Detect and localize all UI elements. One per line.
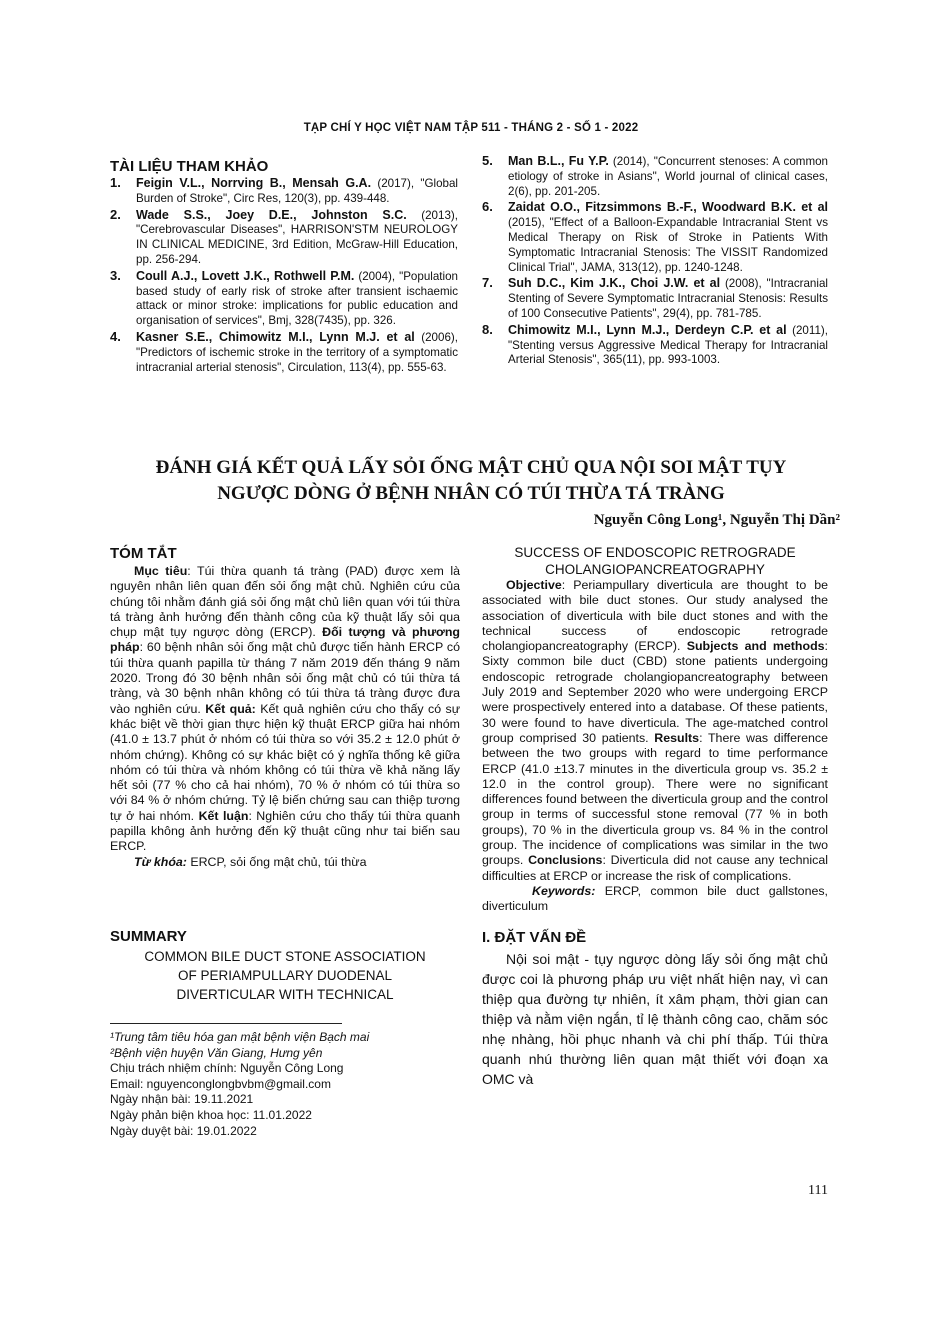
references-left-column (110, 158, 458, 376)
reference-number: 3. (110, 267, 121, 283)
conclusion-text: : Diverticula did not cause any technical difficulties at ERCP or increase the risk of complications. (482, 853, 828, 883)
tomtat-heading: TÓM TẮT (110, 545, 177, 562)
summary-body (482, 578, 828, 884)
reference-authors: Man B.L., Fu Y.P. (508, 154, 609, 168)
date-reviewed: Ngày phản biện khoa học: 11.01.2022 (110, 1107, 312, 1122)
conclusion-text: : Nghiên cứu cho thấy túi thừa quanh papilla không ảnh hưởng đến kỹ thuật cũng như tai biến sau ERCP. (110, 808, 460, 854)
reference-text: (2006), "Predictors of ischemic stroke in the territory of a symptomatic intracranial arterial stenosis", Circulation, 113(4), pp. 555-63. (136, 330, 458, 374)
reference-number: 5. (482, 153, 493, 168)
reference-authors: Coull A.J., Lovett J.K., Rothwell P.M. (136, 268, 355, 283)
reference-item (482, 200, 828, 275)
footnotes (110, 1030, 460, 1139)
reference-text: (2014), "Concurrent stenoses: A common etiology of stroke in Asians", World journal of clinical cases, 2(6), pp. 201-205. (508, 155, 829, 198)
results-label: Results (654, 730, 700, 745)
summary-heading: SUMMARY (110, 928, 187, 945)
intro-paragraph: Nội soi mật - tụy ngược dòng lấy sỏi ống mật chủ được coi là phương pháp ưu việt nhất hiện nay, vì can thiệp qua đường tự nhiên, ít xâm phạm, thời gian can thiệp và nằm viện ngắn, tỉ lệ thành công cao, chăm sóc nhẹ nhàng, hồi phục nhanh và chi phí thấp. Túi thừa quanh nhú thường liên quan mật thiết với đoạn xa OMC và (482, 950, 828, 1087)
reference-item (482, 323, 828, 368)
reference-text: (2004), "Population based study of early risk of stroke after transient ischaemic attack or minor stroke: implications for public education and organisation of services", Bmj, 328(7435), pp. 326. (136, 269, 458, 328)
objective-text: : Periampullary diverticula are thought to be associated with bile duct stones. Our study analysed the association of diverticula with bile duct stones and with the technical success of endoscopic retrograde cholangiopancreatography (ERCP). (482, 578, 828, 654)
article-title-line: ĐÁNH GIÁ KẾT QUẢ LẤY SỎI ỐNG MẬT CHỦ QUA NỘI SOI MẬT TỤY (155, 457, 787, 478)
keywords-label: Keywords: (532, 883, 596, 898)
page-number: 111 (808, 1183, 828, 1198)
affiliation-2: ²Bệnh viện huyện Văn Giang, Hưng yên (110, 1045, 323, 1060)
reference-authors: Chimowitz M.I., Lynn M.J., Derdeyn C.P. et al (508, 322, 787, 337)
objective-label: Mục tiêu (134, 564, 188, 578)
reference-number: 4. (110, 328, 121, 344)
reference-number: 6. (482, 199, 493, 215)
reference-text: (2017), "Global Burden of Stroke", Circ Res, 120(3), pp. 439-448. (136, 177, 458, 205)
tomtat-keywords (110, 855, 460, 870)
date-accepted: Ngày duyệt bài: 19.01.2022 (110, 1123, 257, 1138)
reference-text: (2015), "Effect of a Balloon-Expandable Intracranial Stent vs Medical Therapy on Risk of Stroke in Patients With Symptomatic Intracranial Stenosis: The VISSIT Randomized Clinical Trial", JAMA, 313(12), pp. 1240-1248. (508, 216, 828, 274)
summary-title-line: DIVERTICULAR WITH TECHNICAL (176, 987, 394, 1002)
objective-text: : Túi thừa quanh tá tràng (PAD) được xem là nguyên nhân liên quan đến sỏi ống mật chủ. Nghiên cứu của chúng tôi nhằm đánh giá sỏi ống mật chủ liên quan với túi thừa tá tràng ảnh hưởng đến thành công của kỹ thuật lấy sỏi qua chụp mật tụy ngược dòng (ERCP). (110, 564, 460, 640)
reference-text: (2011), "Stenting versus Aggressive Medical Therapy for Intracranial Arterial Stenosis", 365(11), pp. 993-1003. (508, 323, 828, 367)
corresponding-author: Chịu trách nhiệm chính: Nguyễn Công Long (110, 1061, 344, 1076)
methods-label: Đối tượng và phương pháp (110, 625, 461, 655)
keywords-text: ERCP, common bile duct gallstones, diverticulum (482, 883, 828, 914)
keywords-text: ERCP, sỏi ống mật chủ, túi thừa (186, 854, 367, 869)
summary-title-line: SUCCESS OF ENDOSCOPIC RETROGRADE (514, 545, 796, 560)
reference-item (110, 269, 458, 329)
reference-authors: Kasner S.E., Chimowitz M.I., Lynn M.J. et al (136, 329, 415, 344)
references-heading: TÀI LIỆU THAM KHẢO (110, 158, 269, 175)
reference-list (110, 176, 458, 375)
results-label: Kết quả: (205, 701, 256, 716)
summary-keywords (482, 884, 828, 915)
tomtat-body (110, 564, 460, 855)
date-received: Ngày nhận bài: 19.11.2021 (110, 1092, 254, 1107)
reference-text: (2013), "Cerebrovascular Diseases", HARRISON'STM NEUROLOGY IN CLINICAL MEDICINE, 3rd Edition, McGraw-Hill Education, pp. 256-294. (136, 208, 458, 266)
reference-item (482, 154, 828, 199)
reference-item (110, 330, 458, 375)
methods-label: Subjects and methods (686, 639, 825, 654)
keywords-label: Từ khóa: (134, 854, 187, 869)
reference-number: 8. (482, 321, 493, 337)
reference-number: 7. (482, 275, 493, 291)
conclusion-label: Conclusions (528, 853, 603, 868)
summary-title (110, 947, 460, 1004)
conclusion-label: Kết luận (198, 808, 249, 823)
article-authors: Nguyễn Công Long¹, Nguyễn Thị Dần² (593, 512, 840, 528)
summary-title-line: OF PERIAMPULLARY DUODENAL (177, 968, 393, 983)
summary-block (110, 928, 460, 1004)
references-right-column (482, 154, 828, 369)
summary-title-line: CHOLANGIOPANCREATOGRAPHY (545, 562, 765, 577)
summary-title-continued (482, 543, 828, 578)
article-title (60, 455, 882, 507)
article-title-line: NGƯỢC DÒNG Ở BỆNH NHÂN CÓ TÚI THỪA TÁ TRÀNG (217, 483, 725, 504)
reference-authors: Zaidat O.O., Fitzsimmons B.-F., Woodward B.K. et al (508, 200, 828, 215)
reference-list (482, 154, 828, 368)
affiliation-1: ¹Trung tâm tiêu hóa gan mật bệnh viện Bạch mai (110, 1030, 370, 1044)
journal-header: TẠP CHÍ Y HỌC VIỆT NAM TẬP 511 - THÁNG 2 - SỐ 1 - 2022 (303, 122, 639, 134)
reference-authors: Feigin V.L., Norrving B., Mensah G.A. (136, 176, 372, 190)
reference-number: 2. (110, 206, 121, 222)
methods-text: : Sixty common bile duct (CBD) stone patients undergoing endoscopic retrograde cholangiopancreatography between July 2019 and September 2020 who were undergoing ERCP were prospectively entered into a database. Of these patients, 30 were found to have diverticula. The age-matched control group comprised 30 patients. (482, 639, 828, 745)
reference-item (482, 276, 828, 321)
reference-authors: Wade S.S., Joey D.E., Johnston S.C. (136, 207, 407, 222)
reference-text: (2008), "Intracranial Stenting of Severe Symptomatic Intracranial Stenosis: Results of 100 Consecutive Patients", 29(4), pp. 781-785. (508, 277, 828, 320)
intro-heading: I. ĐẶT VẤN ĐỀ (482, 928, 587, 946)
reference-item (110, 176, 458, 207)
results-text: : There was difference between the two groups with regard to time performance ERCP (41.0 ±13.7 minutes in the diverticula group vs. 35.2 ± 12.0 in the control group). There were no significant differences found between the diverticula group and the control group in terms of successful stone removal (77 % in both groups), 70 % in the diverticula group vs. 84 % in the control group. The incidence of complications was similar in the two groups. (482, 730, 828, 868)
methods-text: : 60 bệnh nhân sỏi ống mật chủ được tiến hành ERCP có túi thừa quanh papilla từ tháng 7 năm 2019 đến tháng 9 năm 2020. Trong đó 30 bệnh nhân sỏi ống mật chủ có túi thừa tá tràng, và 30 bệnh nhân không có túi thừa tá tràng được đưa vào nghiên cứu. (110, 640, 460, 716)
abstract-english (482, 543, 828, 1089)
contact-email: Email: nguyenconglongbvbm@gmail.com (110, 1076, 331, 1091)
reference-authors: Suh D.C., Kim J.K., Choi J.W. et al (508, 276, 721, 291)
abstract-vietnamese (110, 545, 460, 870)
reference-number: 1. (110, 175, 121, 190)
footnote-divider (110, 1023, 342, 1024)
results-text: Kết quả nghiên cứu cho thấy có sự khác biệt về thời gian thực hiện kỹ thuật ERCP giữa hai nhóm (41.0 ± 13.7 phút ở nhóm có túi thừa so với 35.2 ± 12.0 phút ở nhóm chứng). Không có sự khác biệt có ý nghĩa thống kê giữa nhóm có túi thừa và nhóm không có túi thừa về khả năng lấy hết sỏi (77 % cho cả hai nhóm), 70 % ở nhóm có túi thừa so với 84 % ở nhóm chứng. Tỷ lệ biến chứng sau can thiệp tương tự ở hai nhóm. (110, 701, 460, 823)
summary-title-line: COMMON BILE DUCT STONE ASSOCIATION (144, 949, 426, 964)
objective-label: Objective (506, 578, 562, 592)
reference-item (110, 208, 458, 268)
